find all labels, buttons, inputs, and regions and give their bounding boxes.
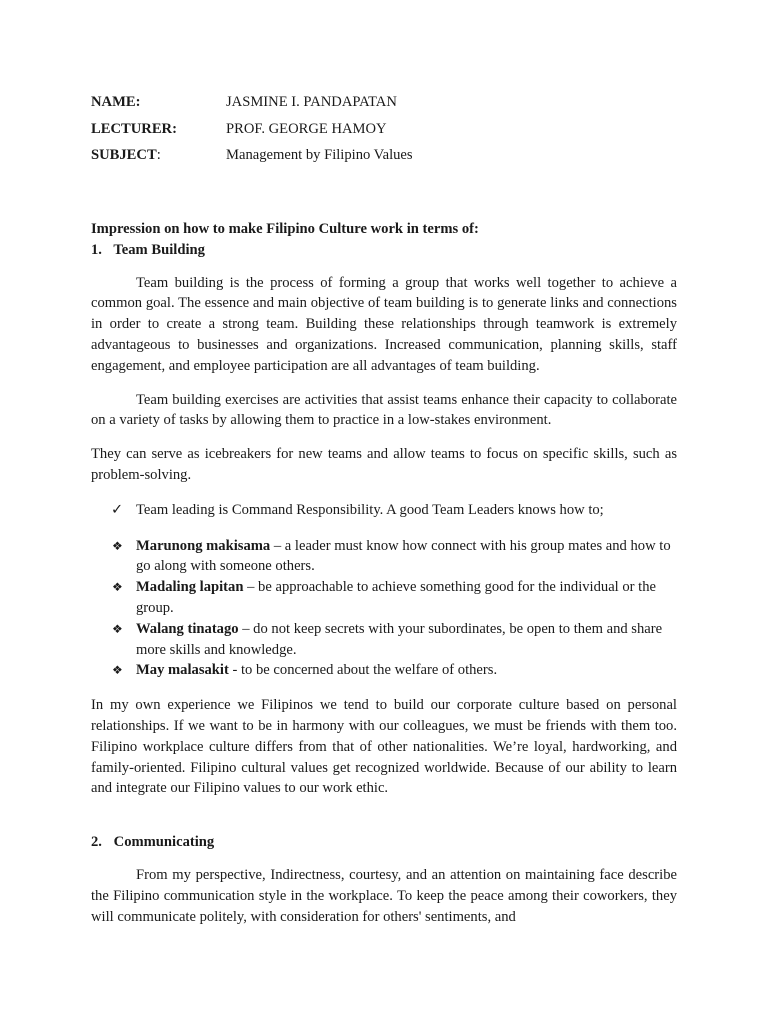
subject-label-colon: : [156,147,161,163]
intro-heading: Impression on how to make Filipino Culture work in terms of: [91,221,479,237]
subject-row [91,145,413,172]
section-1-heading [91,240,677,261]
bullet-term: Madaling lapitan [136,579,244,596]
diamond-bullet-icon: ❖ [112,663,123,678]
name-label: NAME: [91,94,141,110]
bullet-term: Marunong makisama [136,537,271,554]
check-item [91,500,677,521]
check-item-text: Team leading is Command Responsibility. A good Team Leaders knows how to; [136,501,604,518]
name-value: JASMINE I. PANDAPATAN [226,94,397,110]
subject-label-text: SUBJECT [91,147,157,163]
bullet-term: May malasakit [136,662,229,679]
list-item [91,536,677,578]
subject-value: Management by Filipino Values [226,147,413,163]
document-header [91,92,413,172]
bullet-description: – do not keep secrets with your subordinates, be open to them and share more skills and knowledge. [136,620,663,658]
bullet-term: Walang tinatago [136,620,239,637]
bullet-list [91,536,677,682]
lecturer-row [91,119,413,146]
section-2-heading [91,832,677,853]
section-1-paragraph-4: In my own experience we Filipinos we tend to build our corporate culture based on personal relationships. If we want to be in harmony with our colleagues, we must be friends with them too. Filipino workplace culture differs from that of other nationalities. We’re loyal, hardworking, and family-oriented. Filipino cultural values get recognized worldwide. Because of our ability to learn and integrate our Filipino values to our work ethic. [91,697,677,797]
diamond-bullet-icon: ❖ [112,538,123,553]
checkmark-icon: ✓ [111,501,124,518]
name-row [91,92,413,119]
section-1-paragraph-3: They can serve as icebreakers for new teams and allow teams to focus on specific skills, such as problem-solving. [91,446,677,483]
section-1-title: Team Building [113,241,205,258]
section-2-number: 2. [91,834,102,851]
section-2-title: Communicating [113,834,215,851]
subject-label [91,145,226,172]
bullet-description: – a leader must know how connect with his group mates and how to go along with someone others. [136,537,671,575]
diamond-bullet-icon: ❖ [112,580,123,595]
list-item [91,577,677,619]
bullet-description: - to be concerned about the welfare of others. [228,662,498,679]
section-1-number: 1. [91,241,102,258]
lecturer-label: LECTURER: [91,120,177,137]
section-1-paragraph-2: Team building exercises are activities that assist teams enhance their capacity to collaborate on a variety of tasks by allowing them to practice in a low-stakes environment. [91,391,677,429]
diamond-bullet-icon: ❖ [112,621,123,636]
section-1-paragraph-1: Team building is the process of forming a group that works well together to achieve a common goal. The essence and main objective of team building is to generate links and connections in order to create a strong team. Building these relationships through teamwork is extremely advantageous to businesses and organizations. Increased communication, planning skills, staff engagement, and employee participation are all advantages of team building. [91,274,677,374]
list-item [91,660,677,681]
lecturer-value: PROF. GEORGE HAMOY [226,120,387,137]
bullet-description: – be approachable to achieve something good for the individual or the group. [136,579,657,616]
section-2-paragraph-1: From my perspective, Indirectness, courtesy, and an attention on maintaining face describe the Filipino communication style in the workplace. To keep the peace among their coworkers, they will communicate politely, with consideration for others' sentiments, and [91,866,677,925]
document-body [91,219,677,927]
list-item [91,619,677,661]
